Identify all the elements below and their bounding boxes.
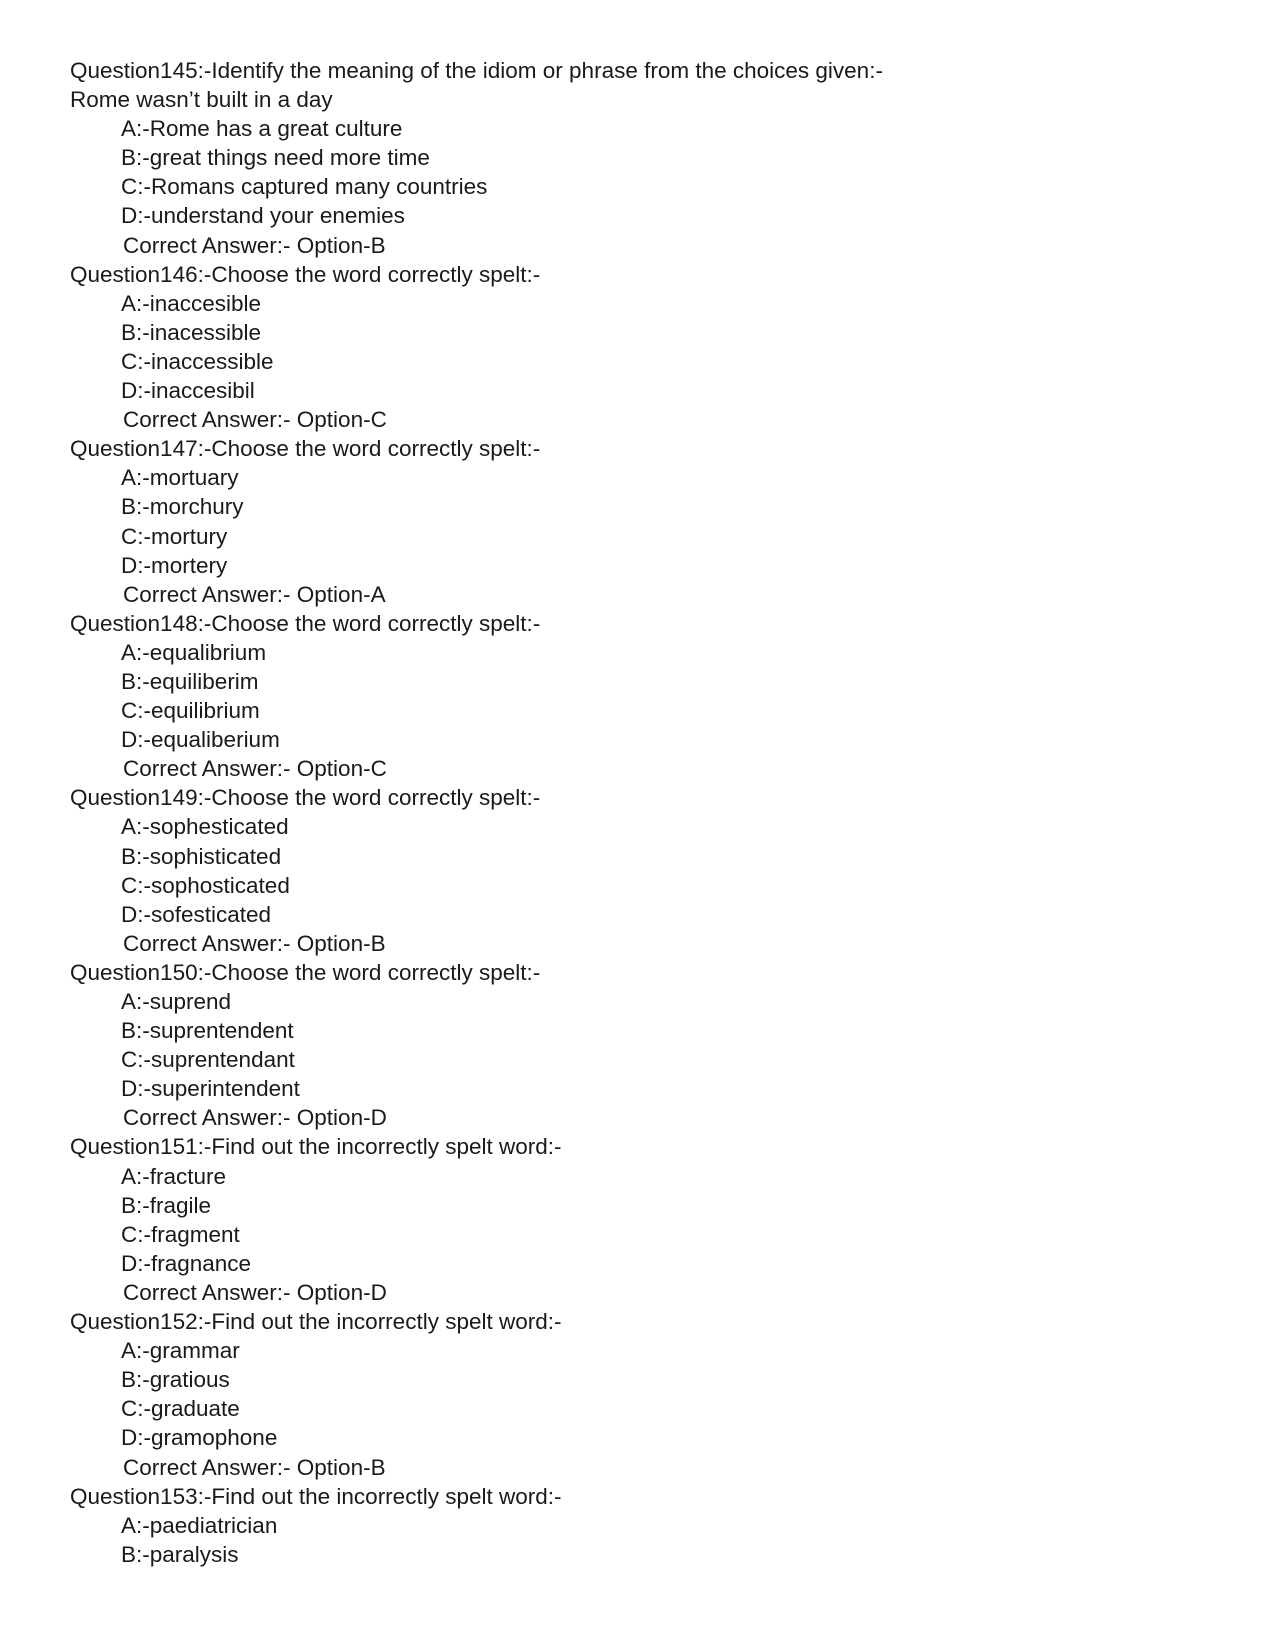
option-d: D:-fragnance	[121, 1250, 252, 1276]
option-a: A:-equalibrium	[121, 639, 267, 665]
option-a: A:-fracture	[121, 1163, 227, 1189]
option-a: A:-inaccesible	[121, 290, 262, 316]
option-a: A:-grammar	[121, 1338, 240, 1364]
option-a: A:-Rome has a great culture	[121, 116, 403, 142]
option-d: D:-superintendent	[121, 1076, 300, 1102]
option-c: C:-inaccessible	[121, 348, 274, 374]
option-a: A:-paediatrician	[121, 1512, 278, 1538]
question-title: Question151:-Find out the incorrectly spelt word:-	[70, 1134, 562, 1160]
correct-answer: Correct Answer:- Option-B	[123, 1454, 386, 1480]
option-d: D:-mortery	[121, 552, 228, 578]
correct-answer: Correct Answer:- Option-A	[123, 581, 386, 607]
option-b: B:-great things need more time	[121, 145, 430, 171]
document-page	[70, 56, 1220, 1569]
question-title: Question146:-Choose the word correctly spelt:-	[70, 261, 541, 287]
question-block	[70, 609, 1220, 784]
option-c: C:-equilibrium	[121, 698, 260, 724]
option-d: D:-gramophone	[121, 1425, 278, 1451]
option-c: C:-mortury	[121, 523, 228, 549]
option-b: B:-inacessible	[121, 319, 262, 345]
option-d: D:-equaliberium	[121, 727, 280, 753]
correct-answer: Correct Answer:- Option-D	[123, 1279, 387, 1305]
option-d: D:-sofesticated	[121, 901, 272, 927]
question-prompt: Rome wasn’t built in a day	[70, 87, 333, 113]
option-c: C:-fragment	[121, 1221, 240, 1247]
option-a: A:-suprend	[121, 989, 232, 1014]
question-title: Question152:-Find out the incorrectly spelt word:-	[70, 1309, 562, 1335]
question-block	[70, 1482, 1220, 1569]
question-title: Question148:-Choose the word correctly spelt:-	[70, 610, 541, 636]
question-title: Question145:-Identify the meaning of the idiom or phrase from the choices given:-	[70, 58, 883, 83]
option-b: B:-suprentendent	[121, 1018, 294, 1044]
option-c: C:-Romans captured many countries	[121, 174, 488, 200]
option-a: A:-sophesticated	[121, 814, 289, 840]
question-title: Question147:-Choose the word correctly spelt:-	[70, 436, 541, 462]
option-a: A:-mortuary	[121, 465, 239, 491]
option-b: B:-paralysis	[121, 1541, 239, 1567]
option-b: B:-equiliberim	[121, 668, 259, 694]
correct-answer: Correct Answer:- Option-B	[123, 930, 386, 956]
question-block	[70, 1132, 1220, 1307]
question-title: Question150:-Choose the word correctly spelt:-	[70, 959, 541, 985]
option-d: D:-understand your enemies	[121, 203, 405, 229]
question-block	[70, 260, 1220, 435]
correct-answer: Correct Answer:- Option-D	[123, 1105, 387, 1131]
question-block	[70, 1307, 1220, 1482]
question-title: Question149:-Choose the word correctly spelt:-	[70, 785, 541, 811]
option-b: B:-gratious	[121, 1367, 230, 1393]
correct-answer: Correct Answer:- Option-B	[123, 232, 386, 258]
correct-answer: Correct Answer:- Option-C	[123, 756, 387, 782]
option-d: D:-inaccesibil	[121, 378, 255, 404]
question-block	[70, 783, 1220, 958]
question-block	[70, 434, 1220, 609]
option-b: B:-morchury	[121, 494, 244, 520]
question-block	[70, 958, 1220, 1133]
option-b: B:-sophisticated	[121, 843, 282, 869]
question-title: Question153:-Find out the incorrectly spelt word:-	[70, 1483, 562, 1509]
question-block	[70, 56, 1220, 260]
option-b: B:-fragile	[121, 1192, 212, 1218]
option-c: C:-graduate	[121, 1396, 240, 1422]
option-c: C:-suprentendant	[121, 1047, 295, 1073]
correct-answer: Correct Answer:- Option-C	[123, 407, 387, 433]
option-c: C:-sophosticated	[121, 872, 290, 898]
